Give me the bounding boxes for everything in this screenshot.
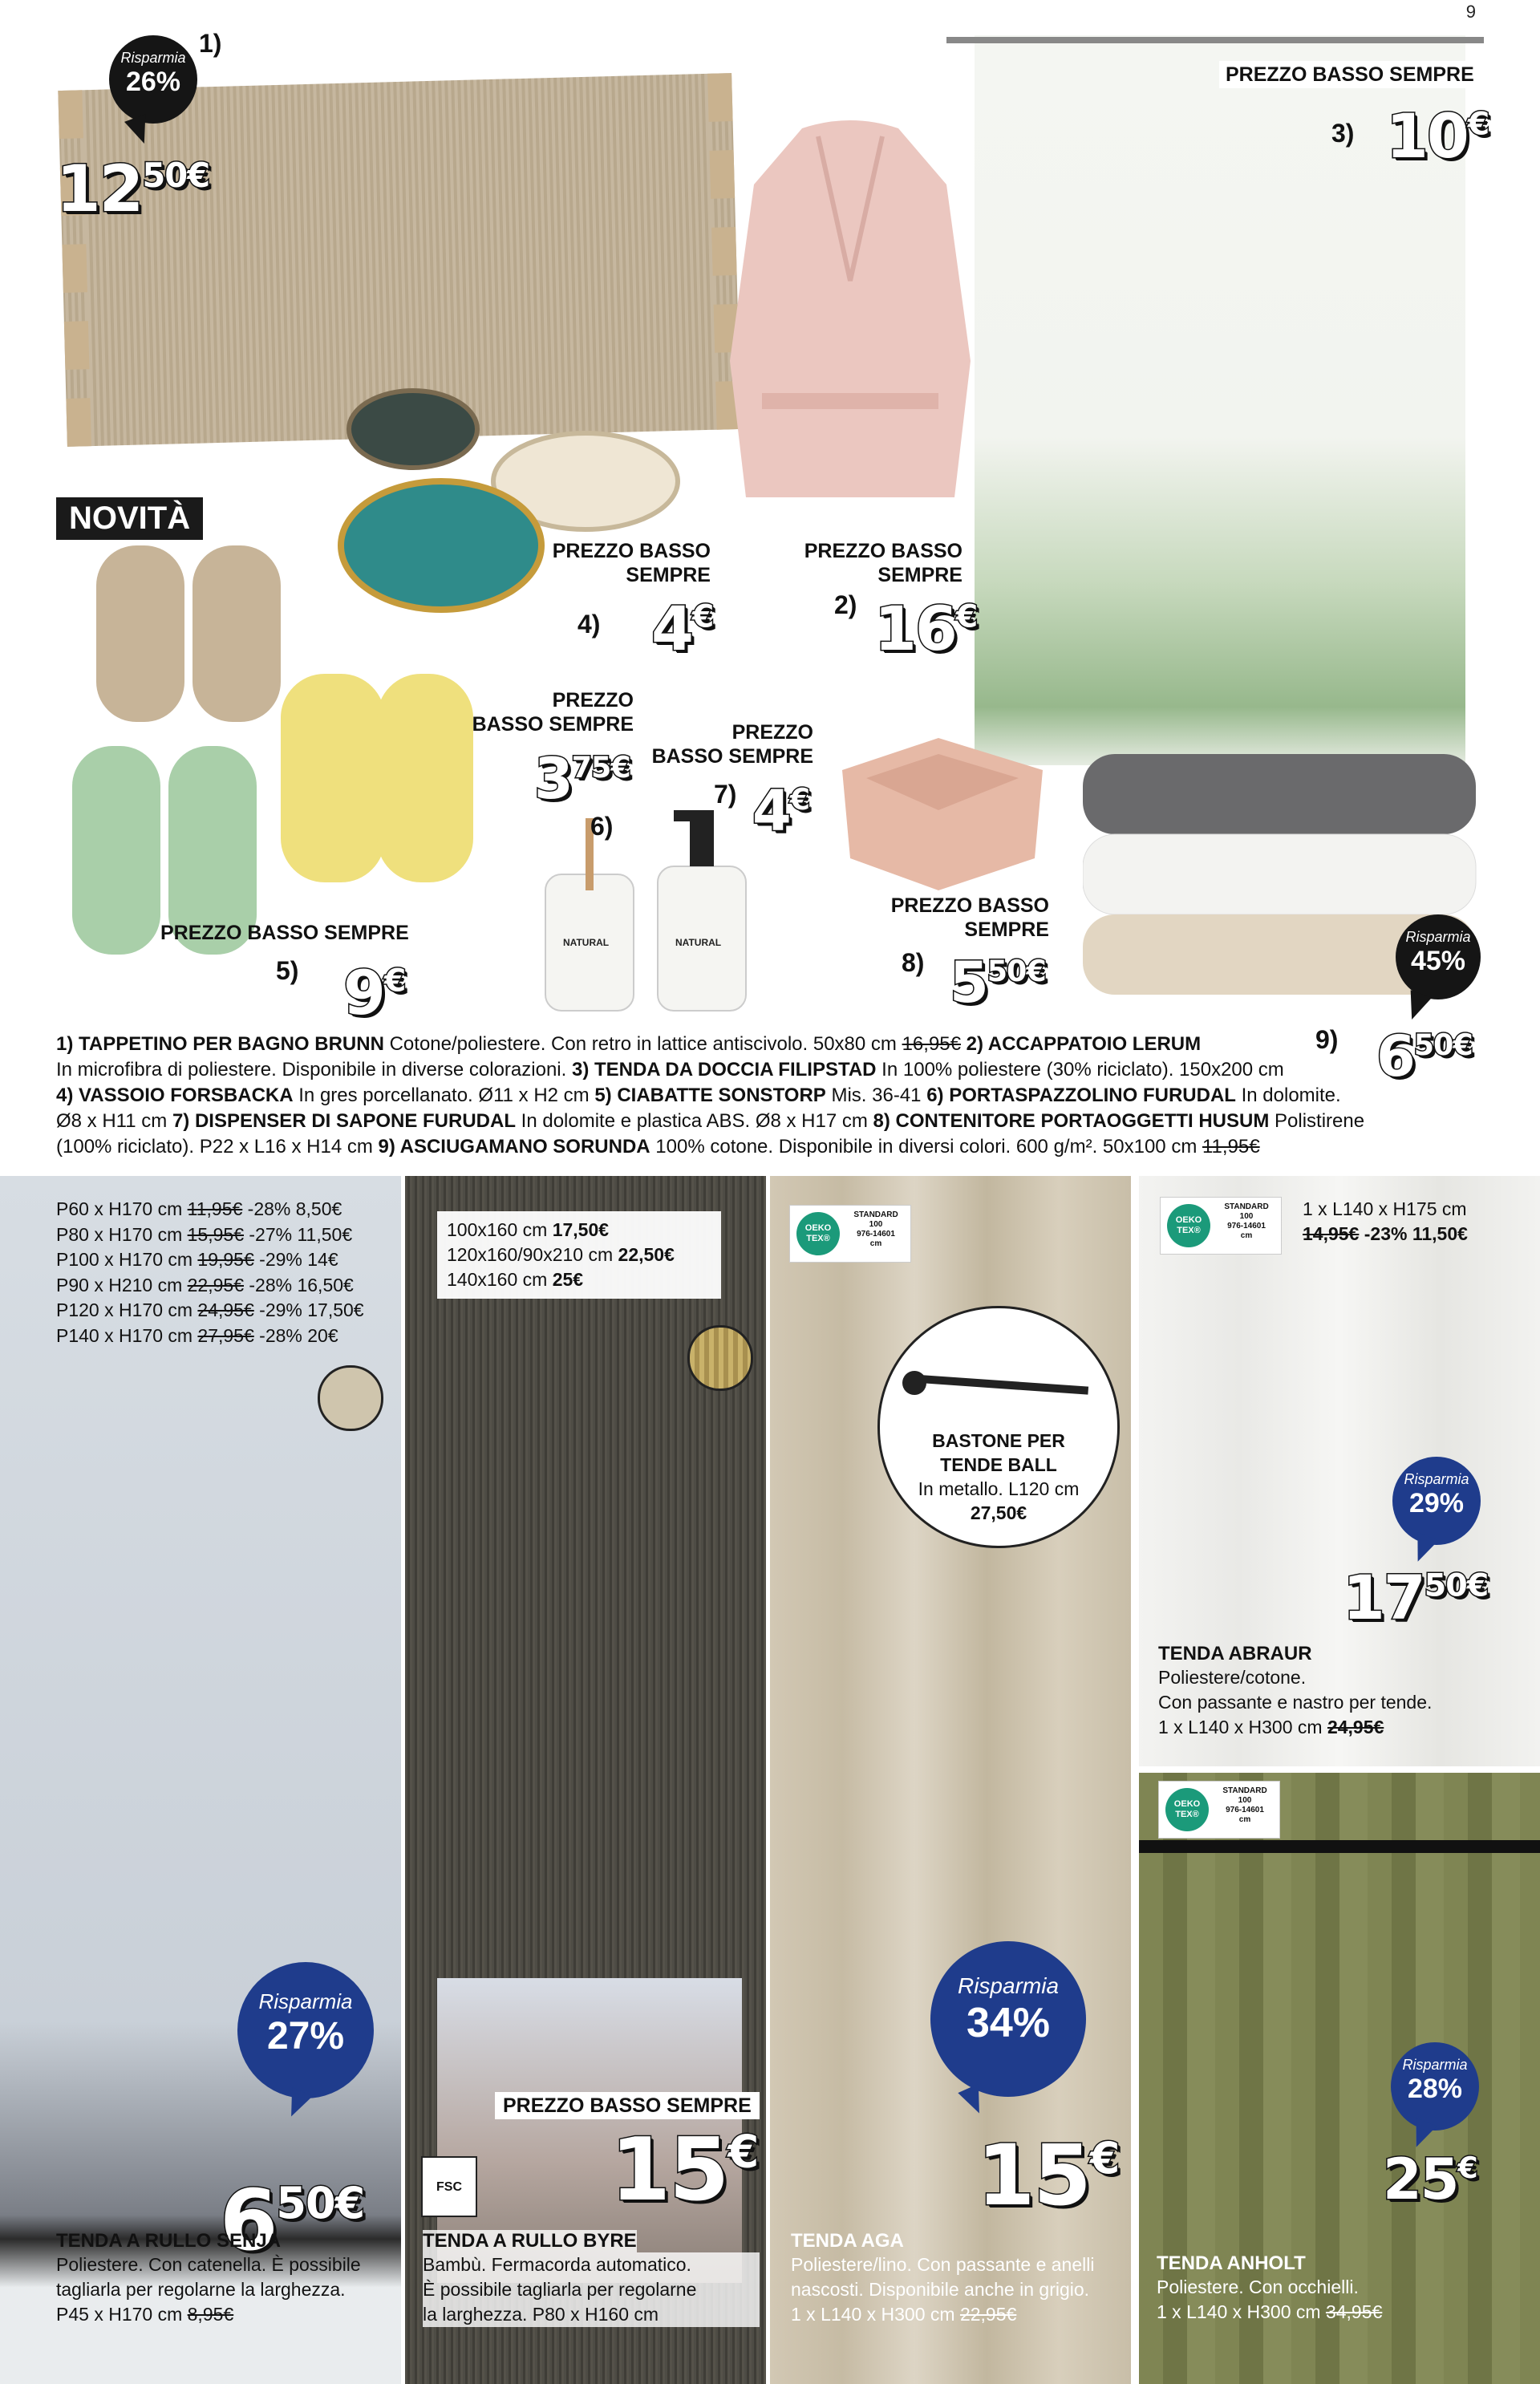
product-1-badge [109,35,197,124]
product-8-price: $5^{50€}$ [950,950,1046,1016]
fsc-logo [421,2156,477,2217]
size-row: 120x160/90x210 cm 22,50€ [447,1244,675,1265]
bathrobe-image [714,120,987,521]
fabric-swatch [318,1365,383,1431]
mug-text-1: NATURAL [563,937,610,948]
oeko-standard: STANDARD 100 976-14601 cm [853,1210,898,1248]
oeko-tex-label [789,1205,911,1263]
product-7-label: PREZZO BASSO SEMPRE [651,721,813,768]
product-2-label: PREZZO BASSO SEMPRE [804,540,962,586]
badge-percent: 26% [125,67,181,97]
product-3-label-box [1219,61,1481,88]
byre-text-3: la larghezza. P80 x H160 cm [423,2302,760,2327]
organizer-box-image [826,722,1051,898]
product-6-number: 6) [590,812,614,841]
bastone-text: BASTONE PER TENDE BALL In metallo. L120 cm 27,50€ [918,1430,1080,1523]
product-9-number: 9) [1315,1025,1339,1054]
byre-sizes [437,1211,721,1299]
senja-panel [0,1176,401,2384]
fsc-text: FSC [436,2180,462,2194]
senja-text-3: P45 x H170 cm 8,95€ [56,2304,234,2325]
oeko-standard: STANDARD 100 976-14601 cm [1224,1202,1269,1240]
badge-label: Risparmia [258,1989,353,2013]
senja-price: $6^{50€}$ [220,2171,365,2269]
product-1-number: 1) [199,29,222,58]
senja-title: TENDA A RULLO SENJA [56,2230,282,2252]
anholt-info [1157,2252,1534,2325]
anholt-text-1: Poliestere. Con occhielli. [1157,2277,1359,2297]
product-5-label: PREZZO BASSO SEMPRE [160,922,409,944]
byre-price: 15€ [610,2120,759,2220]
product-6-label: PREZZO BASSO SEMPRE [472,689,634,736]
byre-label-box [495,2092,760,2119]
page-number: 9 [1465,2,1476,22]
product-1-price: $12^{50€}$ [56,152,210,226]
oeko-circle: OEKO TEX® [1167,1204,1210,1247]
badge-label: Risparmia [1402,2057,1468,2073]
badge-percent: 27% [266,2015,345,2058]
aga-badge [930,1941,1086,2097]
size-row: P80 x H170 cm 15,95€ -27% 11,50€ [56,1223,353,1245]
badge-percent: 34% [966,2000,1051,2046]
product-2-price: 16€ [874,593,978,664]
badge-percent: 29% [1408,1488,1465,1518]
product-7-number: 7) [714,780,737,809]
anholt-title: TENDA ANHOLT [1157,2252,1306,2274]
product-3-label: PREZZO BASSO SEMPRE [1226,63,1474,86]
size-row: 100x160 cm 17,50€ [447,1219,610,1240]
product-3-price: 10€ [1386,100,1489,172]
size-row: 140x160 cm 25€ [447,1269,584,1290]
aga-panel [770,1176,1131,2384]
byre-info [423,2230,760,2327]
byre-text-2: È possibile tagliarla per regolarne [423,2277,760,2302]
mug-text-2: NATURAL [675,937,722,948]
curtain-rod-dark [1139,1840,1540,1853]
abraur-text-1: Poliestere/cotone. [1158,1667,1307,1688]
product-4-number: 4) [578,610,601,639]
product-4-price: 4€ [651,593,714,664]
product-9-price: $6^{50€}$ [1376,1024,1473,1089]
size-row: P60 x H170 cm 11,95€ -28% 8,50€ [56,1198,342,1219]
badge-label: Risparmia [120,50,186,66]
abraur-badge [1392,1457,1481,1545]
badge-percent: 45% [1410,946,1466,976]
size-row: P100 x H170 cm 19,95€ -29% 14€ [56,1249,338,1270]
rod-image [912,1374,1088,1394]
abraur-text-2: Con passante e nastro per tende. [1158,1692,1433,1713]
curtain-rod [946,37,1484,43]
abraur-text-3: 1 x L140 x H300 cm 24,95€ [1158,1717,1384,1737]
abraur-title: TENDA ABRAUR [1158,1643,1312,1664]
byre-label: PREZZO BASSO SEMPRE [503,2094,752,2117]
product-3-number: 3) [1331,119,1355,148]
badge-percent: 28% [1407,2074,1463,2104]
senja-info [56,2230,401,2327]
abraur-panel [1139,1176,1540,1766]
byre-text-1: Bambù. Fermacorda automatico. [423,2252,760,2277]
product-8-number: 8) [902,948,925,977]
anholt-badge [1391,2042,1479,2131]
abraur-size: 1 x L140 x H175 cm 14,95€ -23% 11,50€ [1303,1198,1468,1244]
aga-text-2: nascosti. Disponibile anche in grigio. [791,2279,1090,2300]
bastone-circle [877,1306,1120,1548]
oeko-circle: OEKO TEX® [796,1212,840,1255]
byre-title: TENDA A RULLO BYRE [423,2230,637,2252]
senja-badge [237,1962,374,2098]
product-2-number: 2) [834,590,857,619]
product-8-label: PREZZO BASSO SEMPRE [890,894,1049,941]
bathroom-accessories-image [537,802,762,1019]
byre-panel [405,1176,766,2384]
senja-text-1: Poliestere. Con catenella. È possibile [56,2254,361,2275]
anholt-text-2: 1 x L140 x H300 cm 34,95€ [1157,2301,1383,2322]
products-description: 1) TAPPETINO PER BAGNO BRUNN Cotone/poliestere. Con retro in lattice antiscivolo. 50x80 cm 16,95€ 2) ACCAPPATOIO LERUM In microfibra di poliestere. Disponibile in diverse colorazioni. 3) TENDA DA DOCCIA FILIPSTAD In 100% poliestere (30% riciclato). 150x200 cm 4) VASSOIO FORSBACKA In gres porcellanato. Ø11 x H2 cm 5) CIABATTE SONSTORP Mis. 36-41 6) PORTASPAZZOLINO FURUDAL In dolomite. Ø8 x H11 cm 7) DISPENSER DI SAPONE FURUDAL In dolomite e plastica ABS. Ø8 x H17 cm 8) CONTENITORE PORTAOGGETTI HUSUM Polistirene (100% riciclato). P22 x L16 x H14 cm 9) ASCIUGAMANO SORUNDA 100% cotone. Disponibile in diversi colori. 600 g/m². 50x100 cm 11,95€ [56,1033,1365,1158]
aga-text-3: 1 x L140 x H300 cm 22,95€ [791,2304,1017,2325]
badge-label: Risparmia [957,1973,1060,1998]
badge-label: Risparmia [1405,929,1471,945]
abraur-price: $17^{50€}$ [1343,1562,1489,1633]
senja-sizes [56,1197,364,1348]
oeko-tex-label [1160,1197,1282,1255]
aga-title: TENDA AGA [791,2230,904,2252]
size-row: P140 x H170 cm 27,95€ -28% 20€ [56,1324,338,1346]
anholt-price: 25€ [1383,2147,1477,2212]
rod-knob [902,1371,926,1395]
product-5-number: 5) [276,956,299,985]
product-7-price: 4€ [752,778,810,844]
product-6-price: $3^{75€}$ [534,746,630,812]
novita-label: NOVITÀ [56,497,203,540]
slippers-image [64,537,481,971]
product-9-badge [1396,914,1481,999]
oeko-standard: STANDARD 100 976-14601 cm [1222,1786,1267,1824]
anholt-panel [1139,1773,1540,2384]
aga-info [791,2230,1128,2327]
product-5-price: 9€ [343,957,406,1028]
oeko-tex-label [1158,1781,1280,1839]
size-row: P90 x H210 cm 22,95€ -28% 16,50€ [56,1274,354,1295]
aga-text-1: Poliestere/lino. Con passante e anelli [791,2254,1095,2275]
bamboo-swatch [687,1325,753,1391]
senja-text-2: tagliarla per regolarne la larghezza. [56,2279,346,2300]
abraur-info [1158,1643,1535,1740]
oeko-circle: OEKO TEX® [1165,1788,1209,1831]
aga-price: 15€ [977,2127,1120,2224]
size-row: P120 x H170 cm 24,95€ -29% 17,50€ [56,1299,364,1320]
badge-label: Risparmia [1404,1471,1469,1487]
product-4-label: PREZZO BASSO SEMPRE [552,540,711,586]
